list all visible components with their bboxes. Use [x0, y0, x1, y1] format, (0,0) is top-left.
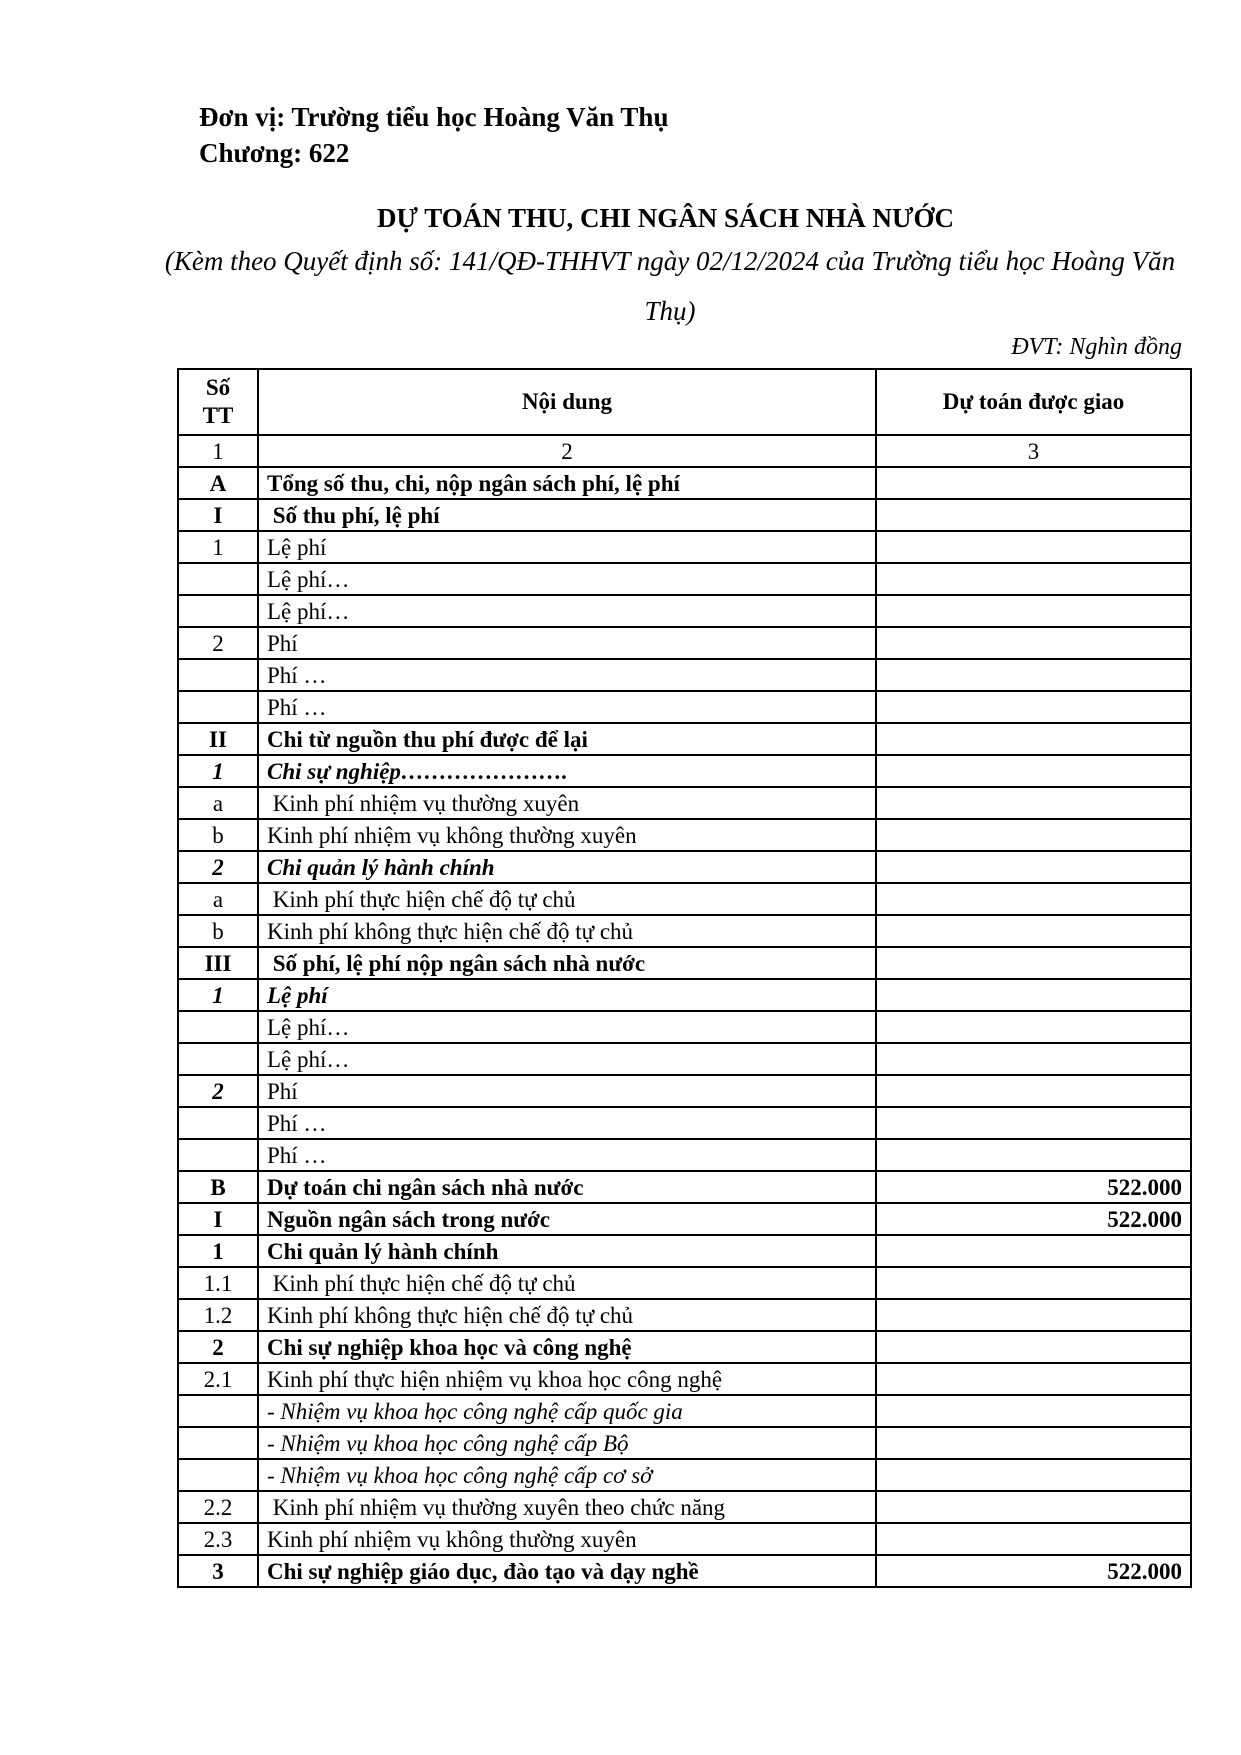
row-content: Phí …	[258, 1107, 876, 1139]
row-value	[876, 531, 1191, 563]
row-stt: A	[178, 467, 258, 499]
table-row	[178, 627, 1191, 659]
row-content: Số thu phí, lệ phí	[258, 499, 876, 531]
row-stt: 1	[178, 1235, 258, 1267]
table-row	[178, 1491, 1191, 1523]
row-value	[876, 851, 1191, 883]
row-content: Chi quản lý hành chính	[258, 1235, 876, 1267]
row-value	[876, 1427, 1191, 1459]
row-stt	[178, 1427, 258, 1459]
document-title: DỰ TOÁN THU, CHI NGÂN SÁCH NHÀ NƯỚC	[376, 203, 955, 233]
row-content: Lệ phí…	[258, 1011, 876, 1043]
row-stt: II	[178, 723, 258, 755]
row-value	[876, 1523, 1191, 1555]
table-row	[178, 1459, 1191, 1491]
row-content: - Nhiệm vụ khoa học công nghệ cấp quốc gia	[258, 1395, 876, 1427]
row-content: Kinh phí thực hiện chế độ tự chủ	[258, 883, 876, 915]
row-content: Lệ phí…	[258, 563, 876, 595]
column-number: 2	[258, 435, 876, 467]
table-row	[178, 1235, 1191, 1267]
table-row	[178, 819, 1191, 851]
table-row	[178, 787, 1191, 819]
row-content: Lệ phí	[258, 531, 876, 563]
row-stt: I	[178, 499, 258, 531]
row-stt	[178, 595, 258, 627]
row-content: Lệ phí…	[258, 595, 876, 627]
row-stt: III	[178, 947, 258, 979]
table-row	[178, 979, 1191, 1011]
row-value	[876, 691, 1191, 723]
row-value	[876, 659, 1191, 691]
row-value: 522.000	[876, 1203, 1191, 1235]
row-content: Phí	[258, 627, 876, 659]
row-content: Chi sự nghiệp………………….	[258, 755, 876, 787]
row-content: - Nhiệm vụ khoa học công nghệ cấp Bộ	[258, 1427, 876, 1459]
table-header-row	[178, 369, 1191, 435]
row-value	[876, 1267, 1191, 1299]
row-stt: b	[178, 819, 258, 851]
table-row	[178, 1203, 1191, 1235]
row-value	[876, 915, 1191, 947]
row-value	[876, 563, 1191, 595]
row-value	[876, 819, 1191, 851]
row-content: Kinh phí không thực hiện chế độ tự chủ	[258, 1299, 876, 1331]
table-row	[178, 883, 1191, 915]
row-value	[876, 1043, 1191, 1075]
row-stt	[178, 659, 258, 691]
row-value	[876, 1395, 1191, 1427]
row-stt	[178, 1107, 258, 1139]
row-value	[876, 1299, 1191, 1331]
column-header-content: Nội dung	[258, 369, 876, 435]
row-stt: 2.2	[178, 1491, 258, 1523]
row-value	[876, 499, 1191, 531]
table-row	[178, 659, 1191, 691]
row-content: Kinh phí không thực hiện chế độ tự chủ	[258, 915, 876, 947]
table-row	[178, 755, 1191, 787]
row-stt: 2	[178, 627, 258, 659]
table-row	[178, 1555, 1191, 1587]
row-value	[876, 1459, 1191, 1491]
row-value	[876, 1235, 1191, 1267]
row-value: 522.000	[876, 1555, 1191, 1587]
table-row	[178, 1523, 1191, 1555]
row-content: Dự toán chi ngân sách nhà nước	[258, 1171, 876, 1203]
row-stt: 2.1	[178, 1363, 258, 1395]
budget-table	[177, 368, 1192, 1588]
row-value	[876, 1331, 1191, 1363]
row-stt: 1	[178, 979, 258, 1011]
row-value	[876, 1363, 1191, 1395]
row-content: Lệ phí	[258, 979, 876, 1011]
row-stt	[178, 1043, 258, 1075]
row-content: Kinh phí nhiệm vụ thường xuyên theo chức năng	[258, 1491, 876, 1523]
table-row	[178, 1075, 1191, 1107]
row-stt: 2	[178, 1075, 258, 1107]
row-value	[876, 1139, 1191, 1171]
unit-name: Đơn vị: Trường tiểu học Hoàng Văn Thụ	[199, 102, 669, 132]
row-stt: 2.3	[178, 1523, 258, 1555]
table-row	[178, 947, 1191, 979]
row-value	[876, 595, 1191, 627]
row-stt: 3	[178, 1555, 258, 1587]
table-row	[178, 1043, 1191, 1075]
table-row	[178, 1427, 1191, 1459]
row-content: Kinh phí thực hiện chế độ tự chủ	[258, 1267, 876, 1299]
row-stt: 2	[178, 851, 258, 883]
row-content: Kinh phí nhiệm vụ thường xuyên	[258, 787, 876, 819]
row-value	[876, 947, 1191, 979]
row-stt: 1.1	[178, 1267, 258, 1299]
row-stt	[178, 691, 258, 723]
table-row	[178, 723, 1191, 755]
row-value	[876, 1491, 1191, 1523]
row-content: Chi sự nghiệp giáo dục, đào tạo và dạy nghề	[258, 1555, 876, 1587]
row-stt: 2	[178, 1331, 258, 1363]
row-content: - Nhiệm vụ khoa học công nghệ cấp cơ sở	[258, 1459, 876, 1491]
row-value	[876, 1011, 1191, 1043]
table-row	[178, 851, 1191, 883]
row-stt	[178, 1459, 258, 1491]
row-content: Chi từ nguồn thu phí được để lại	[258, 723, 876, 755]
row-value	[876, 723, 1191, 755]
table-row	[178, 467, 1191, 499]
row-content: Kinh phí nhiệm vụ không thường xuyên	[258, 819, 876, 851]
row-value	[876, 979, 1191, 1011]
row-content: Kinh phí nhiệm vụ không thường xuyên	[258, 1523, 876, 1555]
row-content: Số phí, lệ phí nộp ngân sách nhà nước	[258, 947, 876, 979]
row-stt: 1	[178, 531, 258, 563]
table-row	[178, 595, 1191, 627]
table-row	[178, 1395, 1191, 1427]
row-value	[876, 787, 1191, 819]
row-content: Chi quản lý hành chính	[258, 851, 876, 883]
row-stt: a	[178, 883, 258, 915]
row-stt	[178, 1139, 258, 1171]
table-row	[178, 1363, 1191, 1395]
row-content: Phí …	[258, 1139, 876, 1171]
row-value	[876, 467, 1191, 499]
row-content: Kinh phí thực hiện nhiệm vụ khoa học công nghệ	[258, 1363, 876, 1395]
table-row	[178, 1139, 1191, 1171]
table-row	[178, 1331, 1191, 1363]
column-header-value: Dự toán được giao	[876, 369, 1191, 435]
column-number-row	[178, 435, 1191, 467]
table-row	[178, 563, 1191, 595]
document-subtitle: (Kèm theo Quyết định số: 141/QĐ-THHVT ngày 02/12/2024 của Trường tiểu học Hoàng Văn Thụ)	[164, 246, 1176, 326]
row-content: Phí …	[258, 659, 876, 691]
table-row	[178, 691, 1191, 723]
table-row	[178, 531, 1191, 563]
row-content: Phí	[258, 1075, 876, 1107]
table-row	[178, 915, 1191, 947]
row-stt: a	[178, 787, 258, 819]
table-row	[178, 1107, 1191, 1139]
row-value	[876, 627, 1191, 659]
row-content: Tổng số thu, chi, nộp ngân sách phí, lệ phí	[258, 467, 876, 499]
row-content: Chi sự nghiệp khoa học và công nghệ	[258, 1331, 876, 1363]
row-stt	[178, 1011, 258, 1043]
table-row	[178, 499, 1191, 531]
row-content: Lệ phí…	[258, 1043, 876, 1075]
row-value	[876, 1075, 1191, 1107]
row-value	[876, 883, 1191, 915]
row-value	[876, 755, 1191, 787]
row-stt: 1	[178, 755, 258, 787]
row-content: Nguồn ngân sách trong nước	[258, 1203, 876, 1235]
chapter-code: Chương: 622	[199, 138, 350, 168]
table-row	[178, 1011, 1191, 1043]
row-stt	[178, 563, 258, 595]
row-content: Phí …	[258, 691, 876, 723]
row-value	[876, 1107, 1191, 1139]
row-stt: b	[178, 915, 258, 947]
table-row	[178, 1267, 1191, 1299]
row-stt: B	[178, 1171, 258, 1203]
row-stt: 1.2	[178, 1299, 258, 1331]
unit-of-measure: ĐVT: Nghìn đồng	[1011, 334, 1182, 360]
table-row	[178, 1171, 1191, 1203]
row-value: 522.000	[876, 1171, 1191, 1203]
column-number: 3	[876, 435, 1191, 467]
column-number: 1	[178, 435, 258, 467]
table-row	[178, 1299, 1191, 1331]
column-header-stt: Số TT	[178, 369, 258, 435]
row-stt: I	[178, 1203, 258, 1235]
row-stt	[178, 1395, 258, 1427]
